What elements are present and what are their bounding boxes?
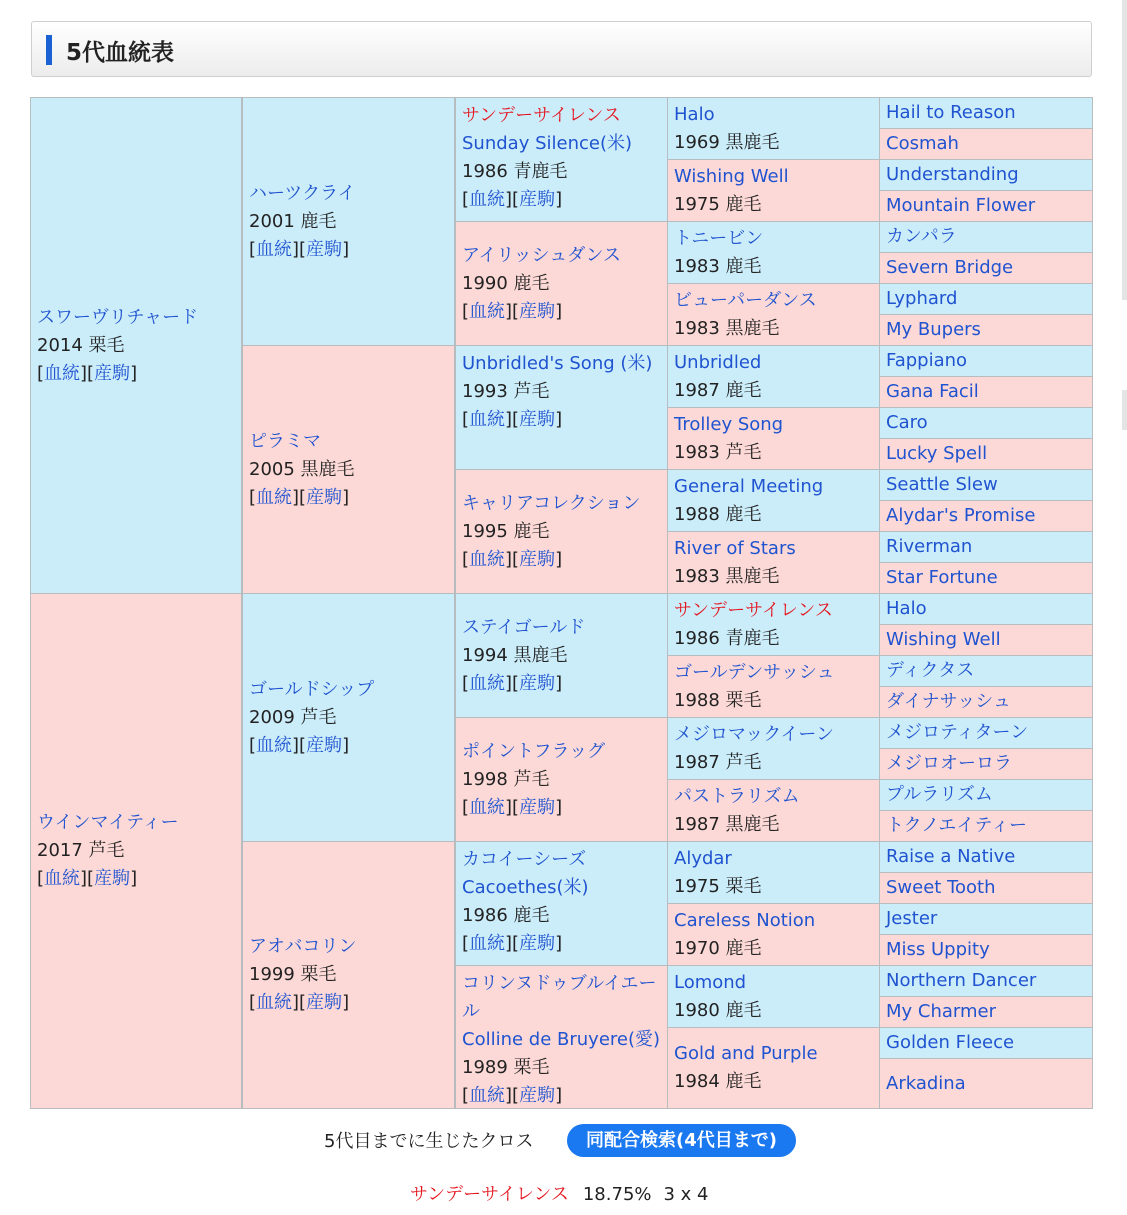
horse-name-link[interactable]: My Bupers <box>886 319 981 340</box>
gen4-cell <box>668 842 879 903</box>
horse-name-link[interactable]: Gana Facil <box>886 381 979 402</box>
horse-name-link[interactable]: Riverman <box>886 536 973 557</box>
horse-name-link[interactable]: ポイントフラッグ <box>462 740 606 762</box>
pedigree-link[interactable]: 血統 <box>44 362 81 384</box>
pedigree-links: [血統][産駒] <box>249 992 350 1013</box>
offspring-link[interactable]: 産駒 <box>519 672 556 694</box>
horse-name-link[interactable]: Miss Uppity <box>886 939 990 960</box>
horse-info: 1988 鹿毛 <box>674 503 762 525</box>
pedigree-links: [血統][産駒] <box>462 796 563 818</box>
cross-ratio: 3 x 4 <box>663 1184 709 1205</box>
pedigree-links: [血統][産駒] <box>462 409 563 430</box>
header-accent-bar <box>46 35 52 65</box>
gen3-cell <box>456 966 667 1108</box>
horse-name-link[interactable]: Caro <box>886 412 928 433</box>
gen3-cell <box>456 222 667 345</box>
gen5-cell <box>880 346 1092 376</box>
gen4-cell <box>668 966 879 1027</box>
pedigree-links: [血統][産駒] <box>462 1085 563 1106</box>
scrollbar-edge-lower <box>1122 390 1127 430</box>
pedigree-link[interactable]: 血統 <box>256 486 293 508</box>
horse-info: 1984 鹿毛 <box>674 1071 762 1092</box>
horse-name-link[interactable]: Cosmah <box>886 133 959 154</box>
horse-name-link[interactable]: Lomond <box>674 971 747 993</box>
gen5-cell <box>880 935 1092 965</box>
horse-name-link[interactable]: Wishing Well <box>674 165 789 187</box>
horse-name-link[interactable]: Gold and Purple <box>674 1043 818 1064</box>
horse-name-link[interactable]: River of Stars <box>674 537 796 559</box>
same-mating-search-button[interactable]: 同配合検索(4代目まで) <box>567 1124 796 1157</box>
gen5-cell <box>880 625 1092 655</box>
pedigree-link[interactable]: 血統 <box>469 300 506 322</box>
gen5-cell <box>880 377 1092 407</box>
gen2-cell <box>243 98 454 345</box>
horse-name-en-link[interactable]: Colline de Bruyere(愛) <box>462 1029 661 1050</box>
horse-name-link[interactable]: Seattle Slew <box>886 474 998 495</box>
pedigree-link[interactable]: 血統 <box>469 409 506 430</box>
horse-info: 1998 芦毛 <box>462 768 550 790</box>
gen2-cell <box>243 842 454 1108</box>
gen4-cell <box>668 780 879 841</box>
gen5-cell <box>880 966 1092 996</box>
gen4-cell <box>668 98 879 159</box>
gen5-cell <box>880 687 1092 717</box>
cross-item <box>410 1180 709 1206</box>
horse-name-link[interactable]: Unbridled <box>674 351 762 373</box>
horse-name-link[interactable]: メジロオーロラ <box>886 753 1012 774</box>
pedigree-links: [血統][産駒] <box>462 189 563 210</box>
gen5-cell <box>880 253 1092 283</box>
offspring-link[interactable]: 産駒 <box>519 548 556 570</box>
horse-name-link[interactable]: Halo <box>886 598 927 619</box>
gen2-cell <box>243 594 454 841</box>
horse-info: 1993 芦毛 <box>462 381 550 402</box>
horse-name-link[interactable]: Severn Bridge <box>886 257 1014 278</box>
horse-name-link[interactable]: ピラミマ <box>249 430 321 452</box>
pedigree-link[interactable]: 血統 <box>469 548 506 570</box>
pedigree-link[interactable]: 血統 <box>469 189 506 210</box>
gen5-cell <box>880 718 1092 748</box>
gen4-cell <box>668 656 879 717</box>
gen5-cell <box>880 842 1092 872</box>
gen1-dam-cell <box>31 594 241 1108</box>
gen5-cell <box>880 160 1092 190</box>
offspring-link[interactable]: 産駒 <box>306 238 343 260</box>
gen5-cell <box>880 439 1092 469</box>
horse-info: 2001 鹿毛 <box>249 210 337 232</box>
horse-name-link[interactable]: Halo <box>674 103 715 125</box>
horse-name-link[interactable]: Alydar's Promise <box>886 505 1036 526</box>
gen5-cell <box>880 656 1092 686</box>
gen4-cell <box>668 1028 879 1108</box>
horse-name-link[interactable]: ビューパーダンス <box>674 289 817 311</box>
horse-info: 1988 栗毛 <box>674 689 762 711</box>
gen5-cell <box>880 780 1092 810</box>
horse-info: 1983 黒鹿毛 <box>674 317 780 339</box>
offspring-link[interactable]: 産駒 <box>519 796 556 818</box>
horse-name-link[interactable]: パストラリズム <box>674 785 800 807</box>
horse-name-link[interactable]: ゴールデンサッシュ <box>674 661 835 683</box>
gen5-cell <box>880 563 1092 593</box>
pedigree-link[interactable]: 血統 <box>256 992 293 1013</box>
pedigree-link[interactable]: 血統 <box>469 796 506 818</box>
offspring-link[interactable]: 産駒 <box>306 734 343 756</box>
pedigree-link[interactable]: 血統 <box>256 238 293 260</box>
cross-section-label: 5代目までに生じたクロス <box>324 1131 534 1152</box>
horse-info: 1986 鹿毛 <box>462 905 550 926</box>
horse-name-link[interactable]: Sweet Tooth <box>886 877 996 898</box>
horse-info: 1969 黒鹿毛 <box>674 131 780 153</box>
horse-info: 2005 黒鹿毛 <box>249 458 355 480</box>
pedigree-link[interactable]: 血統 <box>469 672 506 694</box>
horse-name-link[interactable]: Lucky Spell <box>886 443 988 464</box>
horse-info: 2014 栗毛 <box>37 334 125 356</box>
pedigree-links: [血統][産駒] <box>37 362 138 384</box>
horse-name-link[interactable]: カンパラ <box>886 226 957 247</box>
gen5-cell <box>880 904 1092 934</box>
horse-name-link[interactable]: カコイーシーズ <box>462 849 587 870</box>
horse-info: 1983 黒鹿毛 <box>674 565 780 587</box>
gen5-cell <box>880 284 1092 314</box>
horse-name-link[interactable]: Alydar <box>674 847 732 869</box>
cross-horse-link[interactable]: サンデーサイレンス <box>410 1184 569 1205</box>
gen4-cell <box>668 904 879 965</box>
gen4-cell <box>668 160 879 221</box>
pedigree-link[interactable]: 血統 <box>256 734 293 756</box>
horse-info: 1987 鹿毛 <box>674 379 762 401</box>
gen5-cell <box>880 222 1092 252</box>
gen3-cell <box>456 718 667 841</box>
horse-name-link[interactable]: General Meeting <box>674 475 824 497</box>
horse-info: 1994 黒鹿毛 <box>462 644 568 666</box>
pedigree-links: [血統][産駒] <box>249 734 350 756</box>
horse-name-link[interactable]: メジロマックイーン <box>674 723 835 745</box>
gen5-cell <box>880 811 1092 841</box>
horse-name-link[interactable]: プルラリズム <box>886 784 993 805</box>
gen1-sire-cell <box>31 98 241 593</box>
horse-name-link[interactable]: Raise a Native <box>886 846 1016 867</box>
gen5-cell <box>880 1028 1092 1058</box>
pedigree-links: [血統][産駒] <box>462 548 563 570</box>
horse-name-link[interactable]: Lyphard <box>886 288 958 309</box>
gen3-cell <box>456 842 667 965</box>
horse-name-link[interactable]: My Charmer <box>886 1001 997 1022</box>
gen4-cell <box>668 718 879 779</box>
horse-name-link[interactable]: キャリアコレクション <box>462 492 641 514</box>
horse-name-link[interactable]: Golden Fleece <box>886 1032 1015 1053</box>
gen4-cell <box>668 532 879 593</box>
gen3-cell <box>456 594 667 717</box>
gen4-cell <box>668 594 879 655</box>
horse-name-link[interactable]: Trolley Song <box>674 413 784 435</box>
pedigree-table <box>30 97 1093 1109</box>
gen3-cell <box>456 98 667 221</box>
horse-name-link[interactable]: Mountain Flower <box>886 195 1036 216</box>
pedigree-links: [血統][産駒] <box>249 486 350 508</box>
gen4-cell <box>668 408 879 469</box>
horse-name-link[interactable]: トクノエイティー <box>886 815 1027 836</box>
horse-name-link[interactable]: Star Fortune <box>886 567 998 588</box>
gen5-cell <box>880 749 1092 779</box>
horse-name-en-link[interactable]: Cacoethes(米) <box>462 877 589 898</box>
horse-info: 1975 鹿毛 <box>674 193 762 215</box>
pedigree-links: [血統][産駒] <box>462 300 563 322</box>
horse-info: 1990 鹿毛 <box>462 272 550 294</box>
scrollbar-edge <box>1122 0 1127 300</box>
gen4-cell <box>668 346 879 407</box>
horse-name-link[interactable]: Jester <box>886 908 938 929</box>
pedigree-link[interactable]: 血統 <box>469 933 506 954</box>
horse-name-link[interactable]: Arkadina <box>886 1072 966 1094</box>
gen3-cell <box>456 470 667 593</box>
horse-info: 1983 芦毛 <box>674 441 762 463</box>
offspring-link[interactable]: 産駒 <box>306 992 343 1013</box>
horse-info: 1987 芦毛 <box>674 751 762 773</box>
horse-name-link[interactable]: トニービン <box>674 227 764 249</box>
horse-name-link[interactable]: Understanding <box>886 164 1019 185</box>
gen4-cell <box>668 284 879 345</box>
pedigree-links: [血統][産駒] <box>37 868 138 889</box>
gen4-cell <box>668 222 879 283</box>
horse-name-link[interactable]: サンデーサイレンス <box>674 599 833 621</box>
pedigree-links: [血統][産駒] <box>462 672 563 694</box>
gen5-cell <box>880 470 1092 500</box>
gen5-cell <box>880 532 1092 562</box>
horse-name-en-link[interactable]: Sunday Silence(米) <box>462 133 632 154</box>
gen5-cell <box>880 191 1092 221</box>
section-title: 5代血統表 <box>66 40 175 66</box>
horse-name-link[interactable]: スワーヴリチャード <box>37 306 199 328</box>
horse-name-link[interactable]: Fappiano <box>886 350 968 371</box>
gen3-cell <box>456 346 667 469</box>
pedigree-links: [血統][産駒] <box>249 238 350 260</box>
cross-percent: 18.75% <box>582 1184 652 1205</box>
pedigree-link[interactable]: 血統 <box>469 1085 506 1106</box>
offspring-link[interactable]: 産駒 <box>519 300 556 322</box>
horse-name-link[interactable]: Unbridled's Song (米) <box>462 353 653 374</box>
pedigree-links: [血統][産駒] <box>462 933 563 954</box>
horse-info: 1970 鹿毛 <box>674 937 762 959</box>
horse-info: 1983 鹿毛 <box>674 255 762 277</box>
horse-name-link[interactable]: Northern Dancer <box>886 970 1037 991</box>
offspring-link[interactable]: 産駒 <box>94 362 131 384</box>
horse-name-link[interactable]: Wishing Well <box>886 629 1001 650</box>
horse-name-link[interactable]: ディクタス <box>886 660 975 681</box>
gen2-cell <box>243 346 454 593</box>
pedigree-link[interactable]: 血統 <box>44 868 81 889</box>
horse-name-link[interactable]: アイリッシュダンス <box>462 244 621 266</box>
offspring-link[interactable]: 産駒 <box>519 1085 556 1106</box>
gen5-cell <box>880 997 1092 1027</box>
horse-info: 1986 青鹿毛 <box>462 161 568 182</box>
gen5-cell <box>880 98 1092 128</box>
horse-info: 1989 栗毛 <box>462 1057 550 1078</box>
horse-name-link[interactable]: メジロティターン <box>886 722 1029 743</box>
gen5-cell <box>880 873 1092 903</box>
section-header <box>31 21 1092 77</box>
offspring-link[interactable]: 産駒 <box>519 933 556 954</box>
horse-name-link[interactable]: ウインマイティー <box>37 812 179 833</box>
horse-name-link[interactable]: ステイゴールド <box>462 616 586 638</box>
horse-info: 1999 栗毛 <box>249 964 337 985</box>
offspring-link[interactable]: 産駒 <box>519 189 556 210</box>
gen5-cell <box>880 594 1092 624</box>
horse-info: 1995 鹿毛 <box>462 520 550 542</box>
horse-name-link[interactable]: サンデーサイレンス <box>462 105 621 126</box>
horse-info: 1986 青鹿毛 <box>674 627 780 649</box>
horse-info: 1975 栗毛 <box>674 875 762 897</box>
gen5-cell <box>880 315 1092 345</box>
horse-name-link[interactable]: ゴールドシップ <box>249 678 375 700</box>
offspring-link[interactable]: 産駒 <box>306 486 343 508</box>
gen5-cell <box>880 1059 1092 1108</box>
gen5-cell <box>880 129 1092 159</box>
horse-info: 2017 芦毛 <box>37 840 125 861</box>
gen5-cell <box>880 501 1092 531</box>
horse-name-link[interactable]: Hail to Reason <box>886 102 1016 123</box>
gen5-cell <box>880 408 1092 438</box>
horse-info: 2009 芦毛 <box>249 706 337 728</box>
horse-info: 1980 鹿毛 <box>674 999 762 1021</box>
horse-info: 1987 黒鹿毛 <box>674 813 780 835</box>
gen4-cell <box>668 470 879 531</box>
offspring-link[interactable]: 産駒 <box>519 409 556 430</box>
horse-name-link[interactable]: アオバコリン <box>249 936 357 957</box>
horse-name-link[interactable]: コリンヌドゥブルイエール <box>462 973 657 1022</box>
horse-name-link[interactable]: Careless Notion <box>674 909 816 931</box>
horse-name-link[interactable]: ハーツクライ <box>249 182 356 204</box>
horse-name-link[interactable]: ダイナサッシュ <box>886 691 1011 712</box>
offspring-link[interactable]: 産駒 <box>94 868 131 889</box>
